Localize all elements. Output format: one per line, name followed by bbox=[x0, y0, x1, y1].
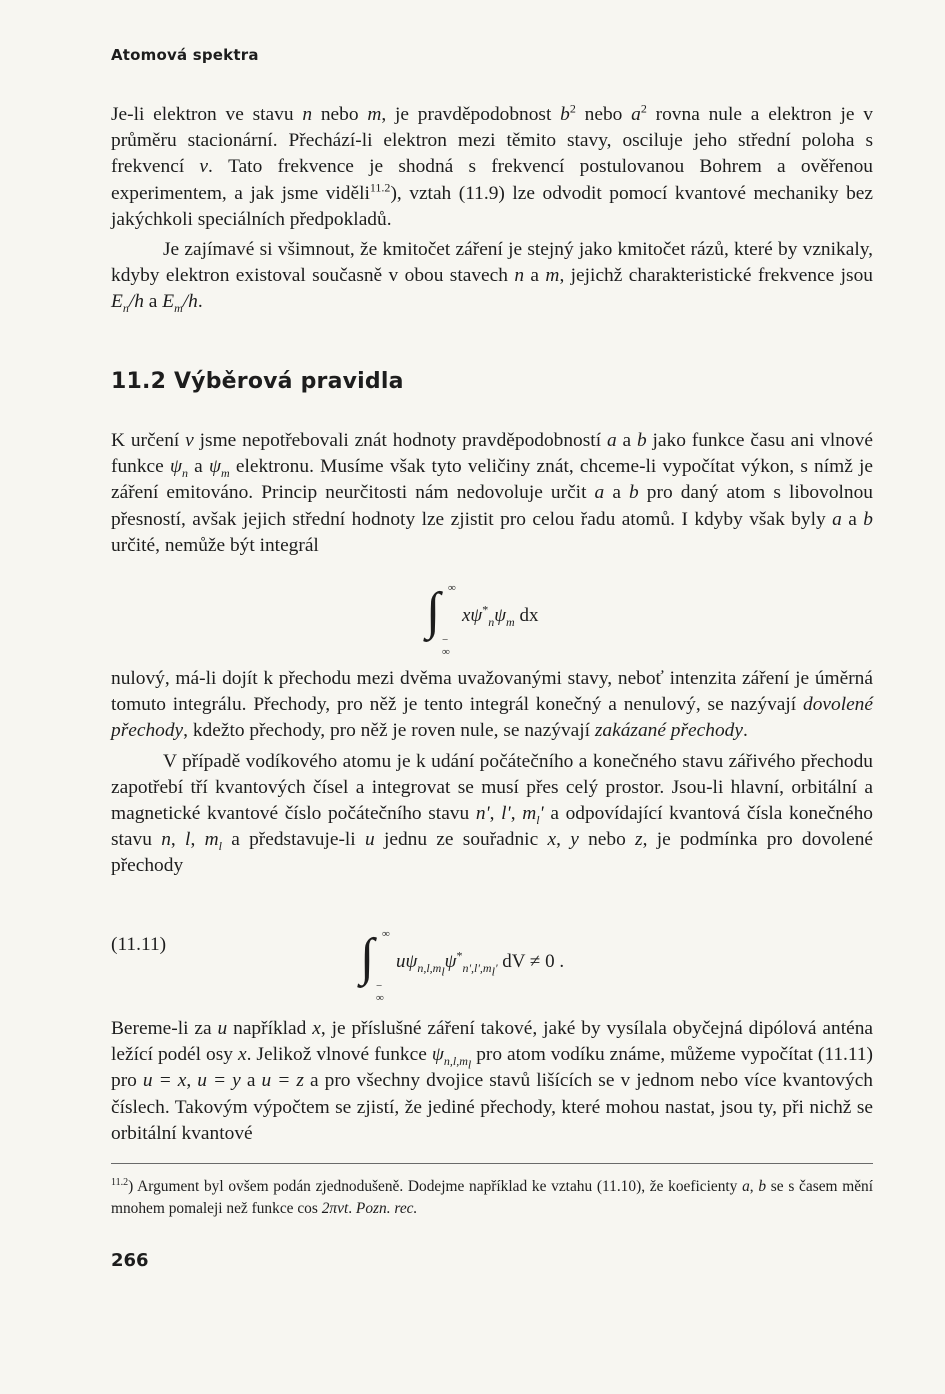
var-a: a bbox=[606, 430, 617, 451]
text: a odpovídající kvantová čísla konečného stavu bbox=[111, 803, 873, 851]
text: Je-li elektron ve stavu bbox=[111, 104, 303, 125]
var-l: l bbox=[185, 829, 191, 851]
subscript: l bbox=[536, 812, 540, 827]
upper-limit: ∞ bbox=[382, 928, 390, 940]
integral-sign bbox=[360, 928, 390, 1004]
sub-subscript: l bbox=[441, 964, 445, 979]
var-b: b bbox=[560, 104, 570, 125]
var-psi: ψ bbox=[494, 605, 507, 626]
var-x: x bbox=[312, 1018, 321, 1039]
integral-symbol: ∫ bbox=[426, 583, 441, 640]
text: , bbox=[749, 1178, 759, 1195]
var-a: a bbox=[631, 104, 641, 125]
text: ) Argument byl ovšem podán zjednodušeně. Dodejme například ke vztahu (11.10), že koeficienty bbox=[128, 1178, 743, 1195]
var-E: E bbox=[111, 291, 123, 313]
var-b: b bbox=[863, 508, 873, 530]
expr-u-eq-x: u = x bbox=[142, 1070, 187, 1092]
footnote-rule bbox=[111, 1163, 873, 1164]
paragraph-2 bbox=[111, 237, 873, 316]
conjugate-mark: * bbox=[482, 602, 489, 617]
text: jsme nepotřebovali znát hodnoty pravděpodobností bbox=[193, 430, 607, 451]
text: a bbox=[604, 482, 630, 504]
term-forbidden: zakázané přechody bbox=[594, 720, 743, 742]
text: , bbox=[170, 829, 186, 851]
text: a pro všechny dvojice stavů lišících se v jednom nebo více kvantových číslech. Takovým výpočtem se zjistí, že jediné přechody, které mohou nastat, jsou ty, při nichž se orbitální kvantové bbox=[111, 1070, 873, 1144]
differential: dx bbox=[514, 605, 539, 626]
subscript: m bbox=[174, 301, 183, 316]
text: V případě vodíkového atomu je k udání počátečního a konečného stavu zářivého přechodu zapotřebí tří kvantových čísel a integrovat se musí přes celý prostor. Jsou-li hlavní, orbitální a magnetické kvantové číslo počátečního stavu bbox=[111, 750, 873, 825]
subscript bbox=[462, 960, 498, 979]
upper-limit: ∞ bbox=[448, 582, 456, 594]
paragraph-6-block bbox=[111, 1016, 873, 1147]
subscript: n bbox=[181, 466, 188, 481]
exponent: 2 bbox=[569, 101, 576, 116]
footnote-ref: 11.2 bbox=[369, 180, 391, 195]
text: se s časem mění mnohem pomaleji než funkce cos bbox=[111, 1178, 873, 1217]
text: ), vztah (11.9) lze odvodit pomocí kvantové mechaniky bez jakýchkoli speciálních předpokladů. bbox=[111, 182, 873, 230]
text: , bbox=[556, 829, 571, 851]
var-m: m bbox=[545, 265, 560, 287]
footnote-marker: 11.2 bbox=[111, 1176, 129, 1188]
var-n-prime: n' bbox=[475, 803, 490, 825]
text: a bbox=[240, 1070, 262, 1092]
text: pro atom vodíku známe, můžeme vypočítat (11.11) pro bbox=[111, 1044, 873, 1092]
var-h: /h bbox=[182, 291, 198, 313]
text: , bbox=[489, 803, 502, 825]
subscript bbox=[417, 960, 445, 979]
text: , bbox=[190, 829, 205, 851]
equation-11-11 bbox=[360, 928, 565, 1004]
integral-sign bbox=[426, 582, 456, 658]
sub-subscript: l bbox=[467, 1057, 472, 1072]
text: , bbox=[510, 803, 523, 825]
differential-condition: dV ≠ 0 . bbox=[497, 951, 565, 972]
var-n: n bbox=[514, 265, 525, 287]
subscript-text: n,l,m bbox=[417, 960, 442, 975]
subscript-text: n',l',m bbox=[462, 960, 492, 975]
var-l-prime: l' bbox=[501, 803, 511, 825]
var-a: a bbox=[832, 508, 842, 530]
var-x: x bbox=[237, 1044, 247, 1066]
integrand-u-psi: uψ bbox=[396, 951, 418, 972]
integrand-x-psi: xψ bbox=[462, 605, 483, 626]
paragraph-6 bbox=[111, 1016, 873, 1147]
var-u: u bbox=[217, 1018, 228, 1039]
text: elektronu. Musíme však tyto veličiny znát, chceme-li vypočítat výkon, s nímž je záření emitováno. Princip neurčitosti nám nedovoluje určit bbox=[111, 456, 873, 504]
text: nebo bbox=[312, 104, 368, 125]
text: určité, nemůže být integrál bbox=[111, 534, 319, 556]
text: a bbox=[524, 265, 546, 287]
subscript: m bbox=[506, 614, 515, 629]
var-m: m bbox=[204, 829, 219, 851]
var-z: z bbox=[635, 829, 643, 851]
var-nu: ν bbox=[185, 430, 194, 451]
subscript bbox=[443, 1054, 472, 1072]
term-allowed: dovolené přechody bbox=[111, 694, 873, 742]
prime: ' bbox=[539, 803, 544, 825]
paragraph-1 bbox=[111, 102, 873, 233]
text: a bbox=[616, 430, 637, 451]
text: například bbox=[227, 1018, 313, 1039]
subscript: n bbox=[122, 301, 129, 316]
paragraph-4 bbox=[111, 666, 873, 745]
text: jednu ze souřadnic bbox=[374, 829, 548, 851]
text: a představuje-li bbox=[221, 829, 365, 851]
subscript-text: n,l,m bbox=[443, 1054, 468, 1069]
expr-u-eq-y: u = y bbox=[197, 1070, 241, 1092]
text: Bereme-li za bbox=[111, 1018, 218, 1039]
text: nebo bbox=[578, 829, 636, 851]
var-psi: ψ bbox=[208, 456, 221, 478]
text: . Jelikož vlnové funkce bbox=[246, 1044, 432, 1066]
var-y: y bbox=[570, 829, 579, 851]
var-psi: ψ bbox=[431, 1044, 444, 1066]
var-a: a bbox=[594, 482, 605, 504]
paragraph-3 bbox=[111, 428, 873, 559]
text: , kdežto přechody, pro něž je roven nule, se nazývají bbox=[183, 720, 595, 742]
text: , jejichž charakteristické frekvence jsou bbox=[559, 265, 873, 287]
text: Je zajímavé si všimnout, že kmitočet záření je stejný jako kmitočet rázů, které by vznikaly, kdyby elektron existoval současně v obou stavech bbox=[111, 239, 873, 287]
expr-2-pi-nu-t: 2πνt bbox=[321, 1200, 349, 1217]
expr-u-eq-z: u = z bbox=[261, 1070, 304, 1092]
text: K určení bbox=[111, 430, 186, 451]
text: a bbox=[841, 508, 864, 530]
text: , bbox=[186, 1070, 198, 1092]
paragraph-5 bbox=[111, 749, 873, 880]
var-E: E bbox=[162, 291, 175, 313]
lower-limit: − ∞ bbox=[376, 980, 384, 1004]
text: a bbox=[143, 291, 163, 313]
var-psi: ψ bbox=[444, 951, 457, 972]
text: rovna nule a elektron je v průměru stacionární. Přechází-li elektron mezi těmito stavy, osciluje jeho střední poloha s frekvencí bbox=[111, 104, 874, 178]
exponent: 2 bbox=[640, 101, 647, 116]
text: jako funkce času ani vlnové funkce bbox=[111, 430, 873, 478]
prime: ' bbox=[494, 960, 498, 975]
running-head: Atomová spektra bbox=[111, 46, 259, 64]
text: . bbox=[197, 291, 203, 313]
equation-number: (11.11) bbox=[111, 934, 167, 955]
var-u: u bbox=[364, 829, 375, 851]
intro-block bbox=[111, 102, 873, 316]
subscript: n bbox=[488, 614, 495, 629]
text: a bbox=[187, 456, 209, 478]
paragraph-4-5-block bbox=[111, 666, 873, 880]
integral-symbol: ∫ bbox=[360, 929, 375, 986]
var-x: x bbox=[547, 829, 557, 851]
var-a: a bbox=[742, 1178, 750, 1195]
integral-expression bbox=[426, 582, 539, 658]
text: , je pravděpodobnost bbox=[381, 104, 561, 125]
text: . bbox=[348, 1200, 356, 1217]
subscript: m bbox=[221, 466, 230, 481]
text: , je podmínka pro dovolené přechody bbox=[111, 829, 874, 877]
text: pro daný atom s libovolnou přesností, avšak jejich střední hodnoty lze zjistit pro celou řadu atomů. I kdyby však byly bbox=[111, 482, 873, 530]
page-number: 266 bbox=[111, 1250, 149, 1271]
lower-limit: − ∞ bbox=[442, 634, 450, 658]
integrand bbox=[396, 948, 565, 979]
integrand bbox=[462, 602, 539, 629]
var-b: b bbox=[636, 430, 647, 451]
var-psi: ψ bbox=[169, 456, 182, 478]
var-n: n bbox=[302, 104, 313, 125]
var-m: m bbox=[522, 803, 537, 825]
paragraph-3-block bbox=[111, 428, 873, 559]
var-nu: ν bbox=[199, 156, 209, 178]
text: nebo bbox=[575, 104, 632, 125]
var-n: n bbox=[161, 829, 171, 851]
text: . Tato frekvence je shodná s frekvencí postulovanou Bohrem a ověřenou experimentem, a jak jsme viděli bbox=[111, 156, 873, 204]
editor-note: Pozn. rec. bbox=[355, 1200, 418, 1217]
text: . bbox=[742, 720, 748, 742]
text: , je příslušné záření takové, jaké by vysílala obyčejná dipólová anténa ležící podél osy bbox=[111, 1018, 873, 1066]
var-b: b bbox=[758, 1178, 767, 1195]
text: nulový, má-li dojít k přechodu mezi dvěma uvažovanými stavy, neboť intenzita záření je úměrná tomuto integrálu. Přechody, pro něž je tento integrál konečný a nenulový, se nazývají bbox=[111, 668, 873, 716]
sub-subscript: l bbox=[491, 964, 495, 979]
footnote bbox=[111, 1176, 873, 1220]
section-heading: 11.2 Výběrová pravidla bbox=[111, 369, 404, 394]
var-h: /h bbox=[128, 291, 144, 313]
var-b: b bbox=[629, 482, 639, 504]
var-m: m bbox=[367, 104, 382, 125]
subscript: l bbox=[218, 839, 222, 854]
conjugate-mark: * bbox=[456, 948, 463, 963]
